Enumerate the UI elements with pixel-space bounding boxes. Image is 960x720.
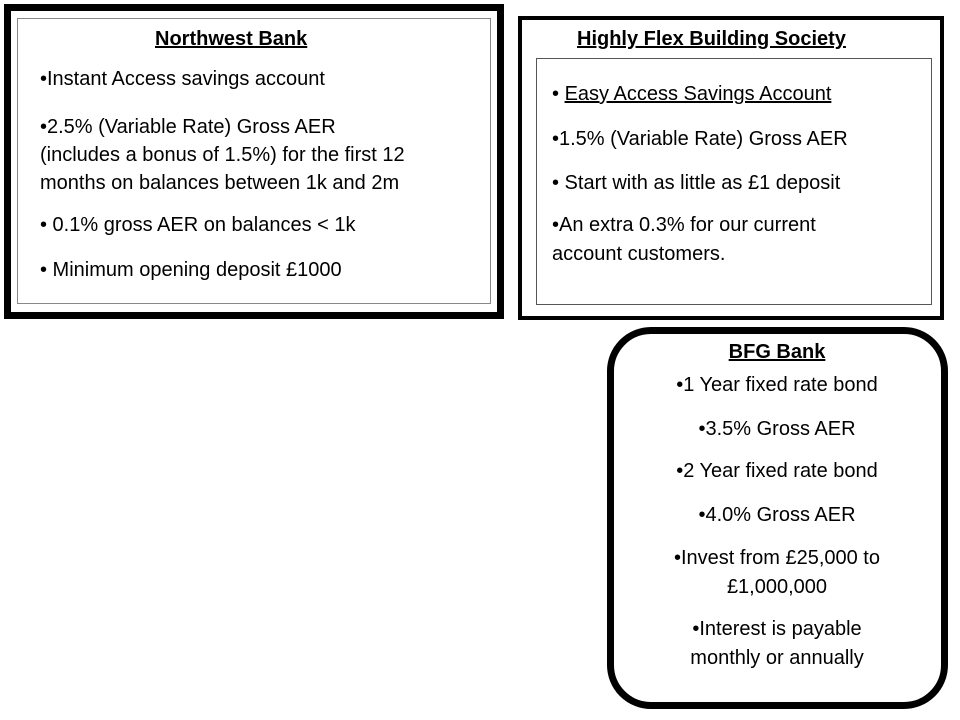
bfg-line: •4.0% Gross AER [698,504,856,526]
highly-flex-line [552,79,831,110]
northwest-line: months on balances between 1k and 2m [40,172,400,194]
easy-access-account-link: Easy Access Savings Account [564,83,832,105]
northwest-line: •Instant Access savings account [40,68,325,90]
bfg-bank-title [627,341,927,364]
highly-flex-title: Highly Flex Building Society [577,28,846,50]
bfg-line: £1,000,000 [726,576,828,598]
highly-flex-line: •An extra 0.3% for our current [552,214,816,236]
northwest-line: •2.5% (Variable Rate) Gross AER [40,116,336,138]
bfg-line: •3.5% Gross AER [698,418,856,440]
bfg-line: •1 Year fixed rate bond [676,374,878,396]
bfg-bank-title-text: BFG Bank [728,341,826,363]
northwest-line: • 0.1% gross AER on balances < 1k [40,214,356,236]
highly-flex-line: • Start with as little as £1 deposit [552,172,841,194]
northwest-bank-title: Northwest Bank [155,28,308,50]
bfg-line: •Interest is payable [692,618,862,640]
bfg-line: •Invest from £25,000 to [673,547,880,569]
highly-flex-line: •1.5% (Variable Rate) Gross AER [552,128,848,150]
bfg-line: monthly or annually [690,647,864,669]
highly-flex-line: account customers. [552,243,726,265]
bullet: • [552,83,565,105]
bfg-line: •2 Year fixed rate bond [676,460,878,482]
northwest-line: (includes a bonus of 1.5%) for the first 12 [40,144,405,166]
northwest-line: • Minimum opening deposit £1000 [40,259,342,281]
